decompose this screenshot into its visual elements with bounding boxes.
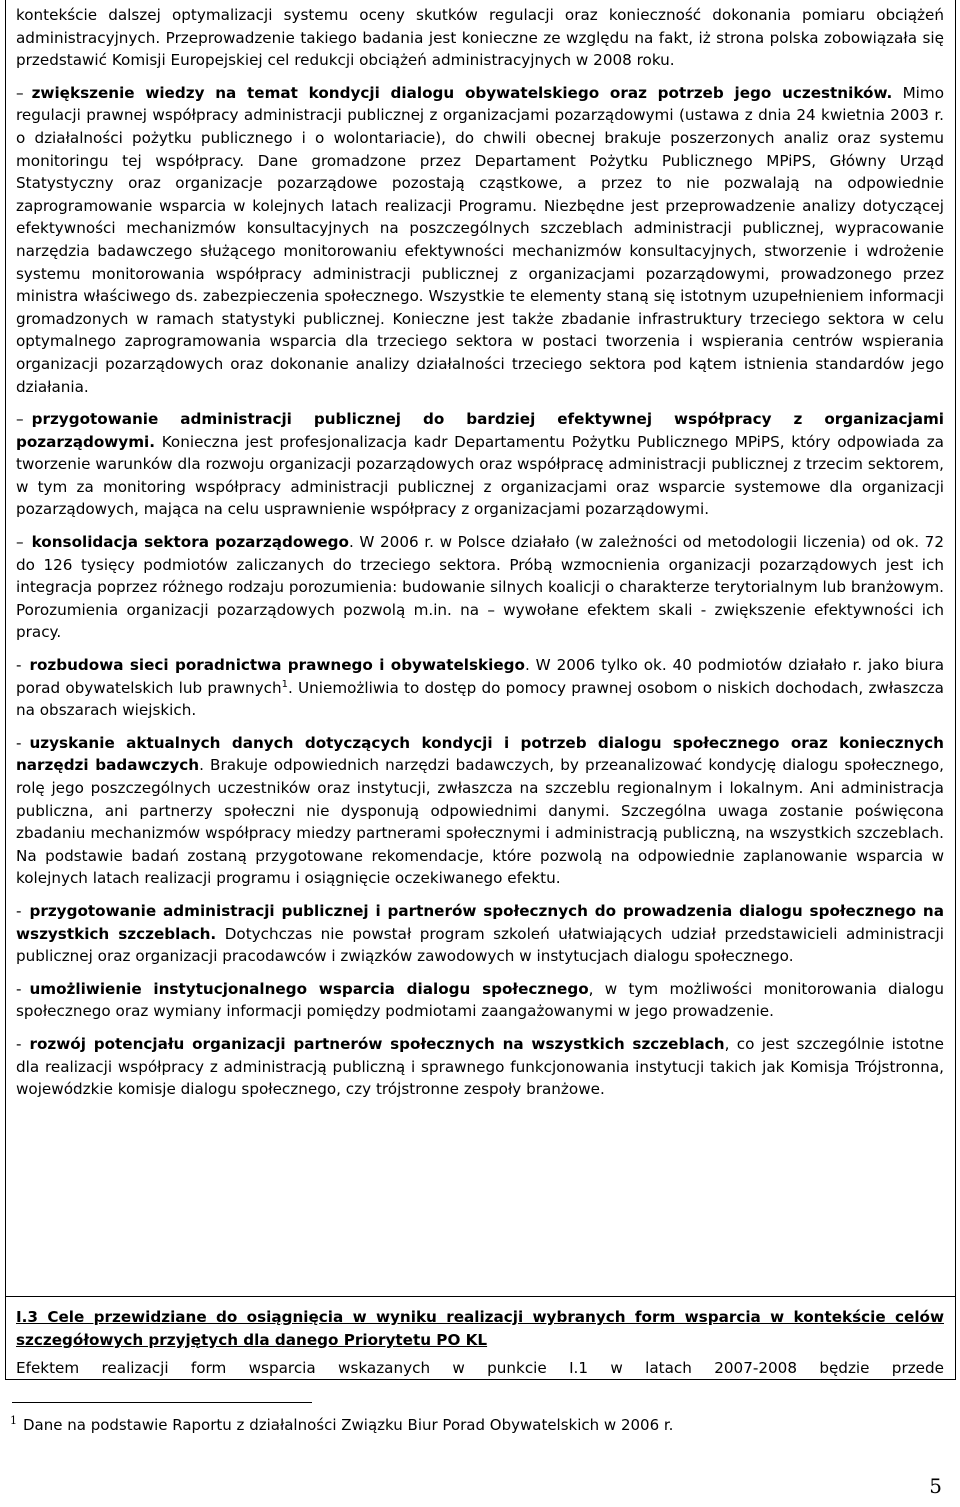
item-text: Mimo regulacji prawnej współpracy administracji publicznej z organizacjami pozarządowymi (ustawa z dnia 24 kwietnia 2003 r. o działalności pożytku publicznego i o wolontariacie), do chwili obecnej brakuje poszerzonych analiz oraz systemu monitoringu tej współpracy. Dane gromadzone przez Departament Pożytku Publicznego MPiPS, Główny Urząd Statystyczny oraz organizacje pozarządowe pozostają cząstkowe, a przez to nie pozwalają na odpowiednie zaprogramowanie wsparcia w kolejnych latach realizacji Programu. Niezbędne jest przeprowadzenie analizy dotyczącej efektywności mechanizmów konsultacyjnych na poszczególnych szczeblach administracji publicznej, wypracowanie narzędzia badawczego służącego monitorowaniu efektywności mechanizmów konsultacyjnych, stworzenie i wdrożenie systemu monitorowania współpracy administracji publicznej z organizacjami pozarządowymi, prowadzonego przez ministra właściwego ds. zabezpieczenia społecznego. Wszystkie te elementy staną się istotnym uzupełnieniem informacji gromadzonych w ramach statystyki publicznej. Konieczne jest także zbadanie infrastruktury trzeciego sektora w celu optymalnego zaprogramowania wsparcia dla trzeciego sektora w postaci tworzenia i wspierania centrów wspierania organizacji pozarządowych oraz dokonanie analizy działalności trzeciego sektora pod kątem istnienia standardów jego działania. — [16, 83, 944, 396]
footnote-text: Dane na podstawie Raportu z działalności Związku Biur Porad Obywatelskich w 2006 r. — [23, 1416, 674, 1434]
item-title: uzyskanie aktualnych danych dotyczących kondycji i potrzeb dialogu społecznego oraz koniecznych narzędzi badawczych — [16, 733, 944, 775]
item-title: rozwój potencjału organizacji partnerów społecznych na wszystkich szczeblach — [29, 1034, 725, 1053]
dash-marker: - — [16, 901, 22, 920]
item-text: . W 2006 r. w Polsce działało (w zależności od metodologii liczenia) od ok. 72 do 126 tysięcy podmiotów zaliczanych do trzeciego sektora. Próbą wzmocnienia organizacji pozarządowych jest ich integracja poprzez różnego rodzaju porozumienia: budowanie silnych koalicji o charakterze terytorialnym lub branżowym. Porozumienia organizacji pozarządowych pozwolą m.in. na – wywołane efektem skali - zwiększenie efektywności ich pracy. — [16, 533, 944, 642]
list-item — [16, 1033, 944, 1101]
item-text: . Brakuje odpowiednich narzędzi badawczych, by przeanalizować kondycję dialogu społecznego, rolę jego poszczególnych uczestników oraz instytucji, zwłaszcza na szczeblu regionalnym i lokalnym. Ani administracja publiczna, ani partnerzy społeczni nie dysponują odpowiednimi danymi. Szczególna uwaga zostanie poświęcona zbadaniu mechanizmów współpracy miedzy partnerami społecznymi i administracją publiczną, na wszystkich szczeblach. Na podstawie badań zostaną przygotowane rekomendacje, które pozwolą na odpowiednie zaplanowanie wsparcia w kolejnych latach realizacji programu i osiągnięcie oczekiwanego efektu. — [16, 756, 944, 888]
section-body: Efektem realizacji form wsparcia wskazanych w punkcie I.1 w latach 2007-2008 będzie przede — [16, 1359, 944, 1377]
footnote-rule — [12, 1402, 312, 1403]
dash-marker: – — [16, 410, 24, 429]
item-title: rozbudowa sieci poradnictwa prawnego i obywatelskiego — [29, 656, 525, 675]
item-text: . W 2006 tylko ok. 40 podmiotów działało r. jako biura porad obywatelskich lub prawnych — [16, 656, 945, 697]
document-body — [16, 4, 944, 1101]
item-title: przygotowanie administracji publicznej i partnerów społecznych do prowadzenia dialogu społecznego na wszystkich szczeblach. — [16, 901, 944, 943]
dash-marker: – — [16, 533, 24, 552]
dash-marker: - — [16, 733, 22, 752]
footnote-reference[interactable]: 1 — [281, 678, 288, 690]
item-title: przygotowanie administracji publicznej do bardziej efektywnej współpracy z organizacjami pozarządowymi. — [16, 410, 944, 451]
footnote-number: 1 — [10, 1414, 17, 1427]
dash-marker: - — [16, 979, 22, 998]
item-title: konsolidacja sektora pozarządowego — [31, 533, 349, 552]
dash-marker: - — [16, 1034, 22, 1053]
item-text: , w tym możliwości monitorowania dialogu społecznego oraz wymiany informacji pomiędzy podmiotami zaangażowanymi w jego prowadzenie. — [16, 979, 944, 1021]
section-divider — [5, 1296, 956, 1297]
item-text: , co jest szczególnie istotne dla realizacji współpracy z administracją publiczną i sprawnego funkcjonowania instytucji takich jak Komisja Trójstronna, wojewódzkie komisje dialogu społecznego, czy trójstronne zespoły branżowe. — [16, 1034, 944, 1099]
item-title: umożliwienie instytucjonalnego wsparcia dialogu społecznego — [29, 979, 589, 998]
dash-marker: - — [16, 656, 22, 675]
item-text: Dotychczas nie powstał program szkoleń ułatwiających udział przedstawicieli administracji publicznej oraz organizacji pracodawców i związków zawodowych w instytucjach dialogu społecznego. — [16, 924, 944, 966]
list-item — [16, 408, 944, 521]
page-number: 5 — [929, 1474, 942, 1498]
list-item — [16, 978, 944, 1023]
dash-marker: – — [16, 83, 24, 102]
intro-paragraph: kontekście dalszej optymalizacji systemu oceny skutków regulacji oraz konieczność dokonania pomiaru obciążeń administracyjnych. Przeprowadzenie takiego badania jest konieczne ze względu na fakt, iż strona polska zobowiązała się przedstawić Komisji Europejskiej cel redukcji obciążeń administracyjnych w 2008 roku. — [16, 6, 944, 70]
footnote — [10, 1410, 930, 1436]
section-heading: I.3 Cele przewidziane do osiągnięcia w wyniku realizacji wybranych form wsparcia w kontekście celów szczegółowych przyjętych dla danego Priorytetu PO KL — [16, 1308, 944, 1349]
list-item — [16, 732, 944, 890]
list-item — [16, 654, 944, 722]
item-title: zwiększenie wiedzy na temat kondycji dialogu obywatelskiego oraz potrzeb jego uczestników. — [31, 83, 893, 102]
list-item — [16, 900, 944, 968]
list-item — [16, 82, 944, 398]
list-item — [16, 531, 944, 644]
item-text: Konieczna jest profesjonalizacja kadr Departamentu Pożytku Publicznego MPiPS, który odpowiada za tworzenie warunków dla rozwoju organizacji pozarządowych oraz współpracę administracji publicznej z trzecim sektorem, w tym za monitoring współpracy administracji publicznej z organizacjami oraz wsparcie systemowe dla organizacji pozarządowych, mająca na celu usprawnienie współpracy z organizacjami pozarządowymi. — [16, 432, 944, 519]
item-text: . Uniemożliwia to dostęp do pomocy prawnej osobom o niskich dochodach, zwłaszcza na obszarach wiejskich. — [16, 678, 944, 720]
